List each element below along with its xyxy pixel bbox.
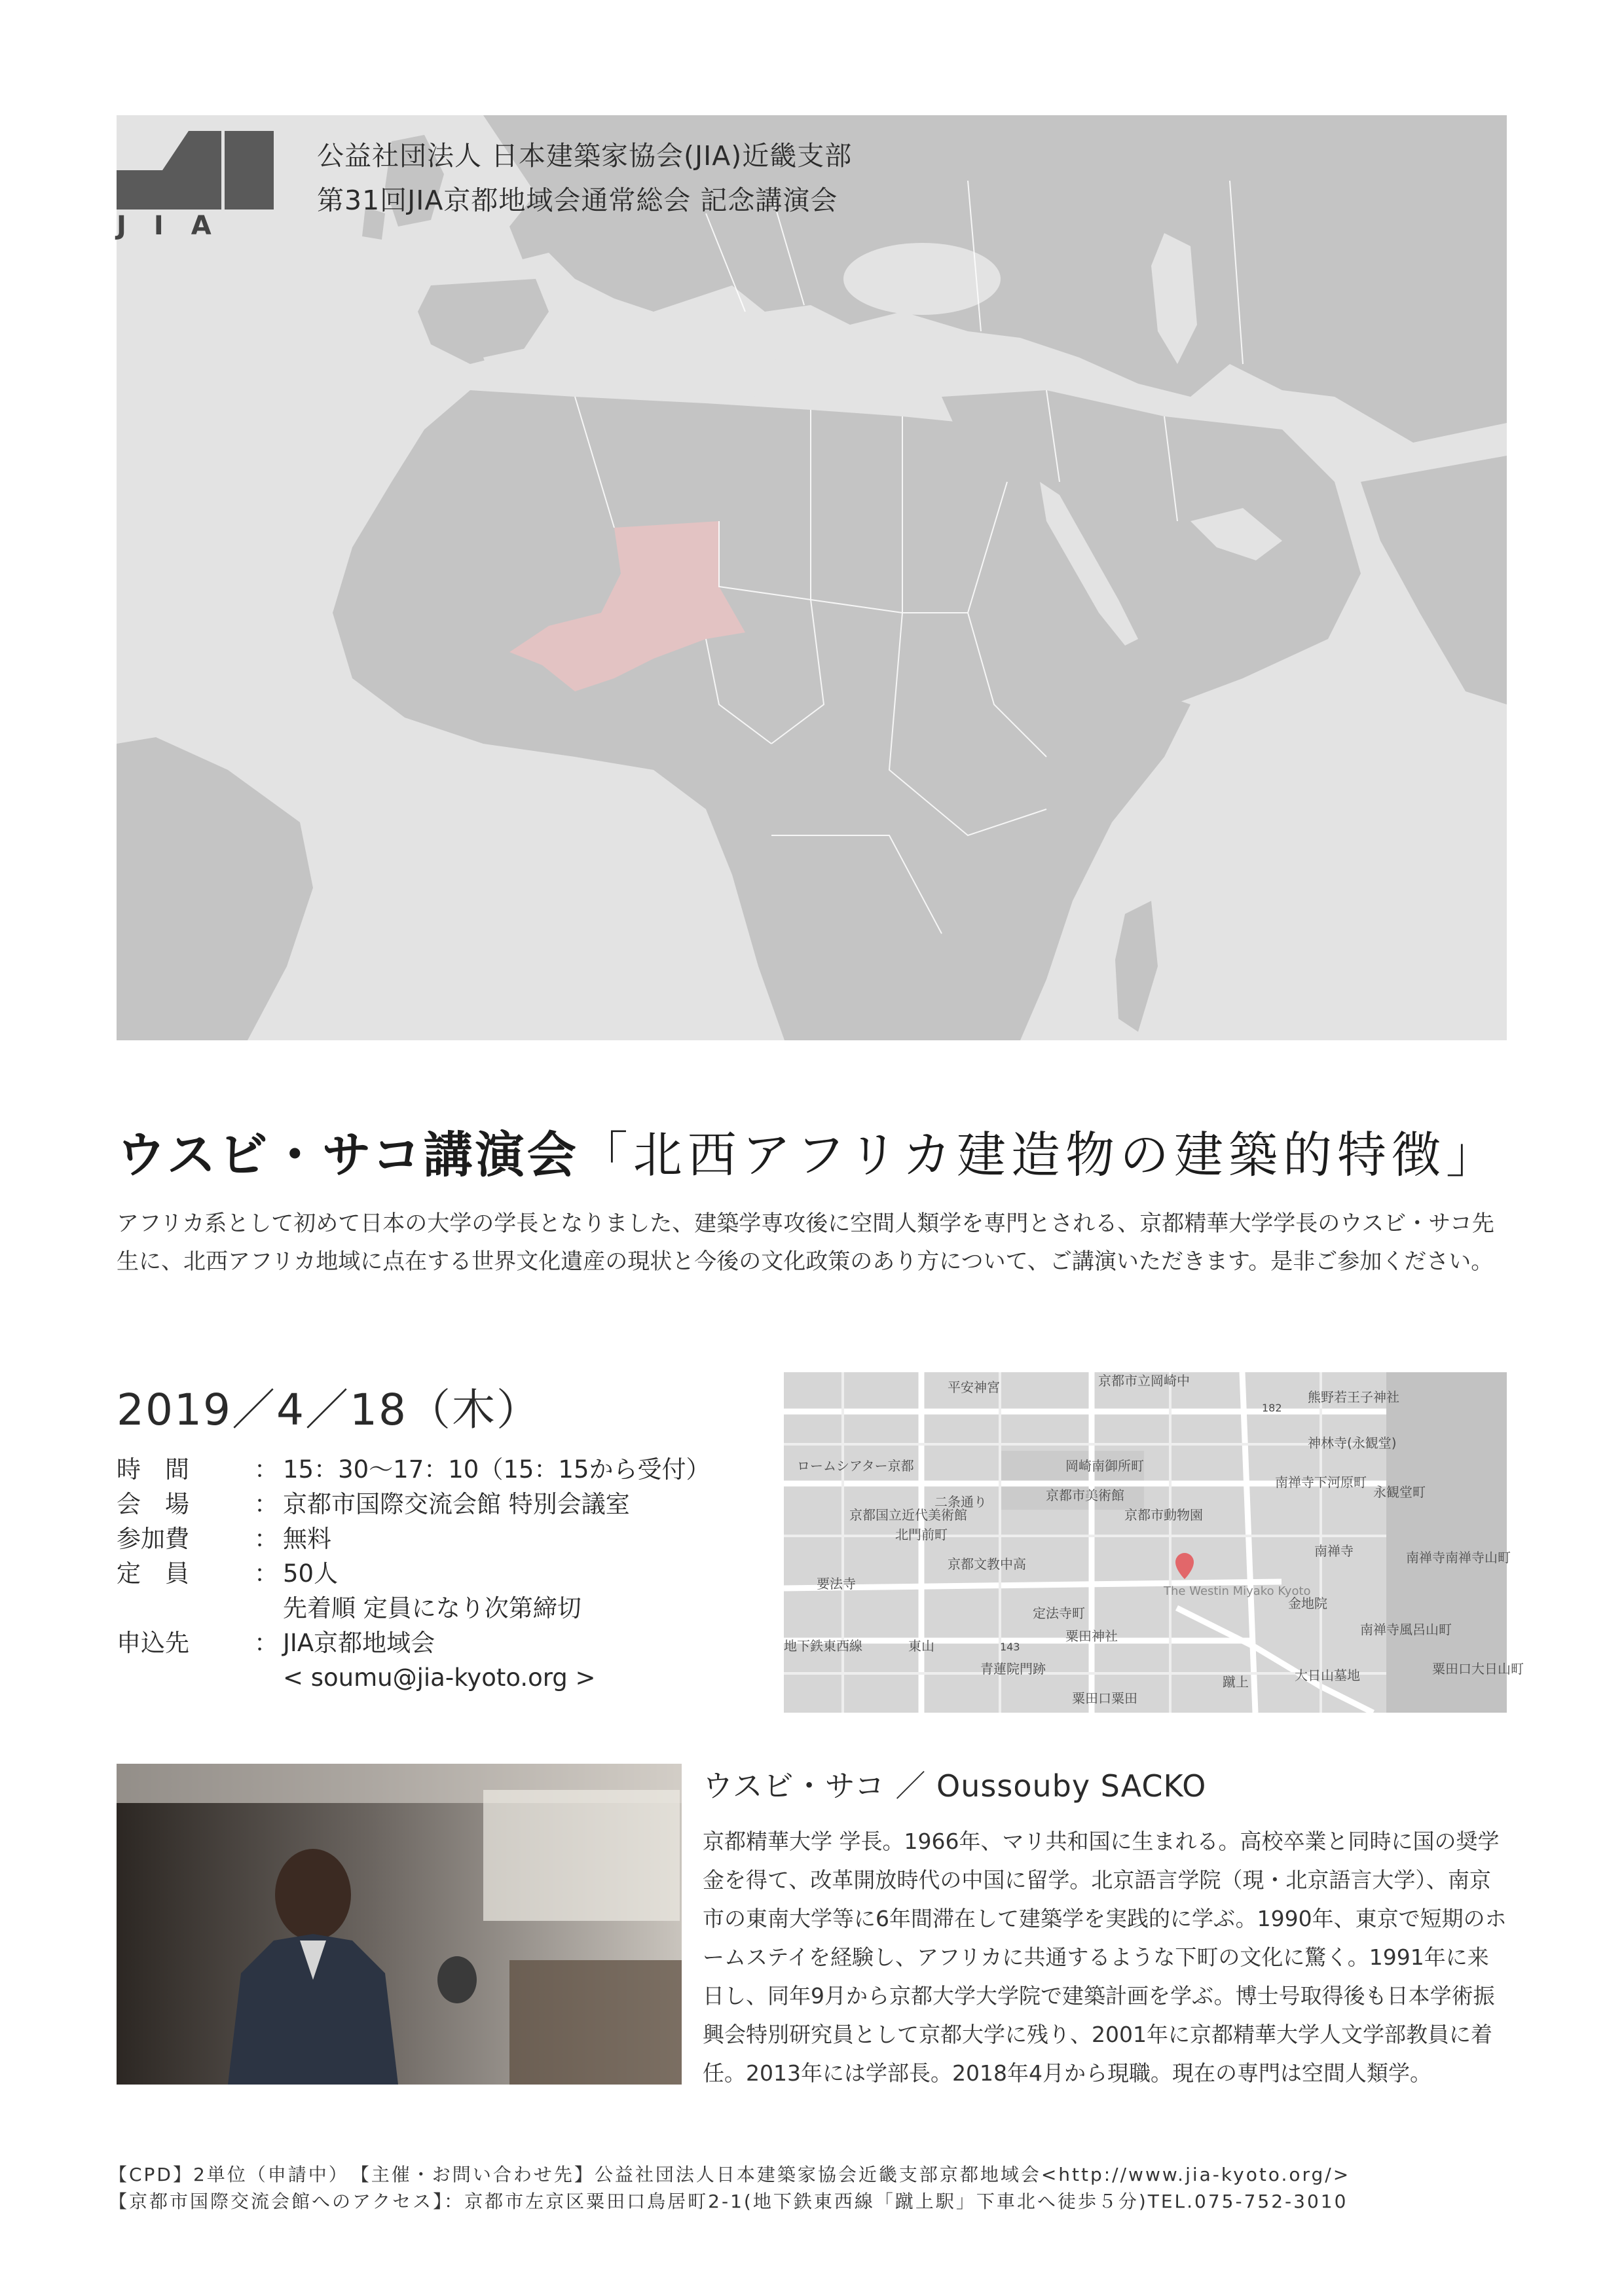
logo-letters: JIA — [117, 211, 239, 241]
street-map-graphic — [784, 1372, 1524, 1713]
map-label: 北門前町 — [895, 1527, 948, 1542]
info-label: 会 場 — [117, 1490, 189, 1518]
map-label: 岡崎南御所町 — [1065, 1458, 1144, 1474]
map-label: 平安神宮 — [948, 1379, 1000, 1395]
info-value: 15：30〜17：10（15：15から受付） — [283, 1455, 710, 1484]
contact-email[interactable]: < soumu@jia-kyoto.org > — [283, 1664, 596, 1692]
info-separator: ： — [254, 1490, 278, 1518]
info-value: 京都市国際交流会館 特別会議室 — [283, 1490, 630, 1518]
event-name: 第31回JIA京都地域会通常総会 記念講演会 — [317, 185, 838, 216]
info-value: 先着順 定員になり次第締切 — [283, 1594, 581, 1622]
map-label: 東山 — [908, 1638, 934, 1654]
map-label: 南禅寺下河原町 — [1275, 1474, 1367, 1490]
intro-paragraph: アフリカ系として初めて日本の大学の学長となりました、建築学専攻後に空間人類学を専門とされる、京都精華大学学長のウスビ・サコ先生に、北西アフリカ地域に点在する世界文化遺産の現状と今後の文化政策のあり方について、ご講演いただきます。是非ご参加ください。 — [117, 1211, 1494, 1275]
event-info — [117, 1452, 710, 1695]
map-label: 京都市美術館 — [1046, 1487, 1124, 1503]
event-date: 2019／4／18（木） — [117, 1385, 541, 1435]
page-title — [117, 1116, 1500, 1186]
map-label: 143 — [1000, 1641, 1020, 1653]
footer-line-2: 【京都市国際交流会館へのアクセス】：京都市左京区粟田口鳥居町2-1(地下鉄東西線「蹴上駅」下車北へ徒歩５分)TEL.075-752-3010 — [109, 2191, 1348, 2212]
info-separator: ： — [254, 1559, 278, 1588]
info-row-apply — [117, 1626, 710, 1660]
info-value: JIA京都地域会 — [283, 1629, 435, 1657]
info-value: 無料 — [283, 1525, 331, 1553]
info-row-capacity — [117, 1556, 710, 1591]
info-separator: ： — [254, 1525, 278, 1553]
map-label: 大日山墓地 — [1295, 1667, 1360, 1683]
map-label: 地下鉄東西線 — [784, 1638, 862, 1654]
map-label: 二条通り — [934, 1494, 987, 1510]
street-map — [784, 1372, 1524, 1713]
map-label: 182 — [1262, 1402, 1282, 1414]
map-label: 京都市立岡崎中 — [1098, 1373, 1190, 1389]
speaker-name: ウスビ・サコ ／ Oussouby SACKO — [703, 1768, 1207, 1804]
title-main: ウスビ・サコ講演会 — [117, 1126, 579, 1184]
map-label: 要法寺 — [817, 1576, 856, 1592]
map-label: 青蓮院門跡 — [980, 1661, 1046, 1677]
map-label: 金地院 — [1288, 1595, 1327, 1611]
world-map-graphic — [117, 115, 1507, 1040]
info-label: 定 員 — [117, 1559, 189, 1588]
title-sub: 「北西アフリカ建造物の建築的特徴」 — [578, 1126, 1501, 1184]
info-separator: ： — [254, 1455, 278, 1484]
footer-line-1: 【CPD】2単位（申請中） 【主催・お問い合わせ先】公益社団法人日本建築家協会近畿支部京都地域会<http://www.jia-kyoto.org/> — [109, 2164, 1351, 2185]
map-label: 南禅寺風呂山町 — [1360, 1622, 1452, 1637]
info-row-fee — [117, 1522, 710, 1556]
info-row-capacity-note — [117, 1591, 710, 1626]
info-row-time — [117, 1452, 710, 1487]
speaker-photo — [117, 1764, 682, 2085]
map-label: 南禅寺南禅寺山町 — [1406, 1550, 1511, 1565]
info-row-email — [117, 1660, 710, 1695]
map-label: The Westin Miyako Kyoto — [1164, 1584, 1311, 1598]
map-label: 熊野若王子神社 — [1308, 1389, 1399, 1405]
info-label: 時 間 — [117, 1455, 189, 1484]
map-label: 京都文教中高 — [948, 1556, 1026, 1572]
info-label: 申込先 — [117, 1629, 189, 1657]
info-separator: ： — [254, 1629, 278, 1657]
world-map — [117, 115, 1507, 1040]
organization-name: 公益社団法人 日本建築家協会(JIA)近畿支部 — [317, 140, 853, 172]
map-label: 神林寺(永観堂) — [1308, 1435, 1397, 1451]
jia-logo-mark — [117, 131, 274, 210]
map-label: ロームシアター京都 — [797, 1458, 914, 1474]
speaker-photo-graphic — [117, 1764, 682, 2085]
info-row-venue — [117, 1487, 710, 1522]
info-value: 50人 — [283, 1559, 339, 1588]
info-label: 参加費 — [117, 1525, 189, 1553]
map-label: 定法寺町 — [1033, 1605, 1085, 1621]
map-label: 粟田口大日山町 — [1432, 1661, 1524, 1677]
map-label: 永観堂町 — [1373, 1484, 1426, 1500]
map-label: 南禅寺 — [1314, 1543, 1354, 1559]
map-label: 粟田神社 — [1065, 1628, 1118, 1644]
map-label: 蹴上 — [1223, 1674, 1249, 1690]
map-label: 京都市動物園 — [1124, 1507, 1203, 1523]
speaker-bio: 京都精華大学 学長。1966年、マリ共和国に生まれる。高校卒業と同時に国の奨学金を得て、改革開放時代の中国に留学。北京語言学院（現・北京語言大学）、南京市の東南大学等に6年間滞在して建築学を実践的に学ぶ。1990年、東京で短期のホームステイを経験し、アフリカに共通するような下町の文化に驚く。1991年に来日し、同年9月から京都大学大学院で建築計画を学ぶ。博士号取得後も日本学術振興会特別研究員として京都大学に残り、2001年に京都精華大学人文学部教員に着任。2013年には学部長。2018年4月から現職。現在の専門は空間人類学。 — [703, 1829, 1507, 2086]
map-label: 京都国立近代美術館 — [849, 1507, 967, 1523]
map-label: 粟田口粟田 — [1072, 1690, 1137, 1706]
